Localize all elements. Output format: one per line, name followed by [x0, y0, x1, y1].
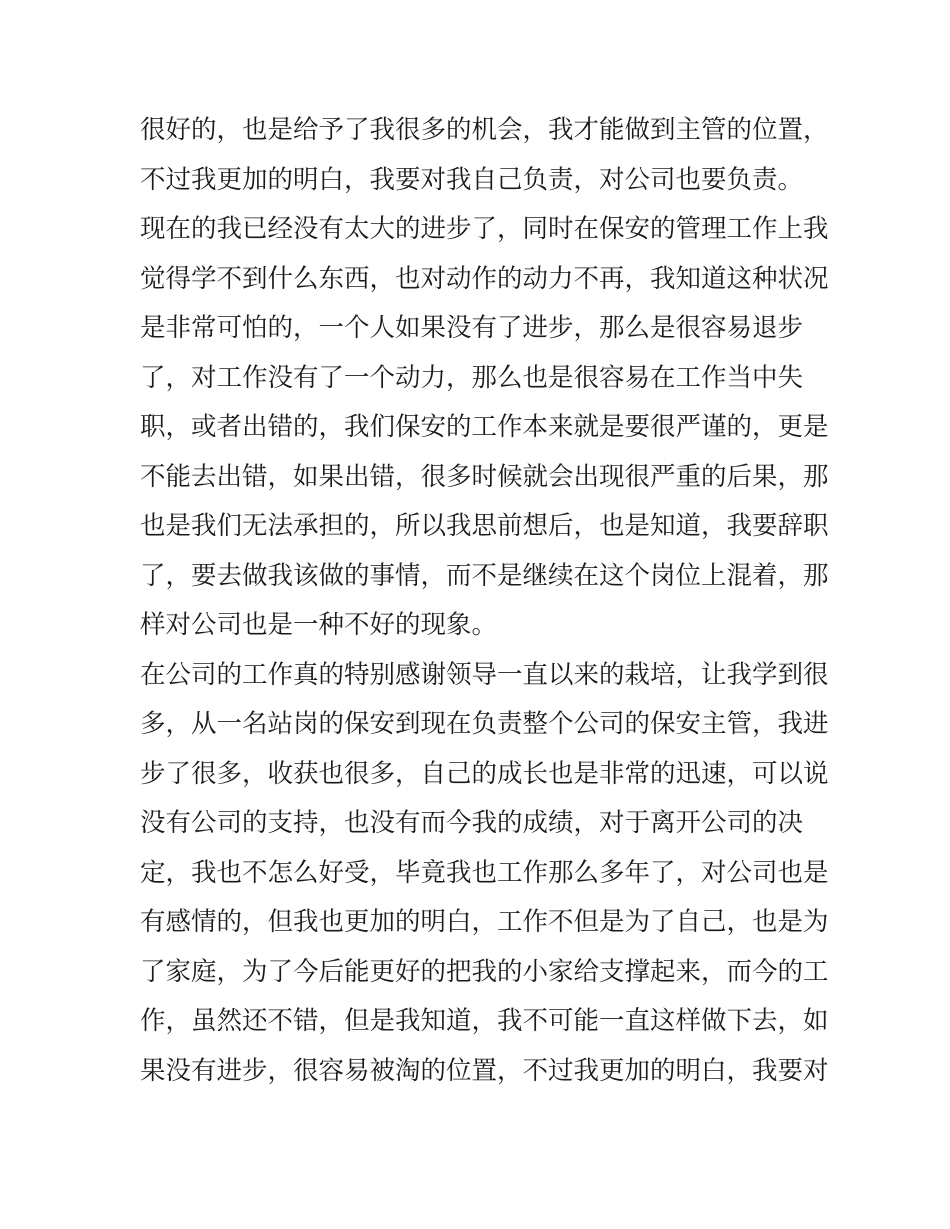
- text-line: 作，虽然还不错，但是我知道，我不可能一直这样做下去，如: [140, 1006, 829, 1036]
- text-line: 是非常可怕的，一个人如果没有了进步，那么是很容易退步: [140, 313, 804, 343]
- text-line: 多，从一名站岗的保安到现在负责整个公司的保安主管，我进: [140, 709, 829, 739]
- text-line: 果没有进步，很容易被淘的位置，不过我更加的明白，我要对: [140, 1055, 829, 1086]
- text-line: 了，对工作没有了一个动力，那么也是很容易在工作当中失: [140, 362, 804, 393]
- text-line: 有感情的，但我也更加的明白，工作不但是为了自己，也是为: [140, 907, 829, 937]
- body-text: [140, 106, 829, 1096]
- text-line: 不能去出错，如果出错，很多时候就会出现很严重的后果，那: [140, 461, 829, 492]
- text-line: 在公司的工作真的特别感谢领导一直以来的栽培，让我学到很: [140, 659, 829, 690]
- text-line: 了家庭，为了今后能更好的把我的小家给支撑起来，而今的工: [140, 956, 829, 987]
- text-line: 职，或者出错的，我们保安的工作本来就是要很严谨的，更是: [140, 412, 829, 442]
- text-line: 很好的，也是给予了我很多的机会，我才能做到主管的位置，: [140, 115, 829, 145]
- text-line: 也是我们无法承担的，所以我思前想后，也是知道，我要辞职: [140, 511, 829, 541]
- text-line: 没有公司的支持，也没有而今我的成绩，对于离开公司的决: [140, 808, 804, 838]
- text-line: 定，我也不怎么好受，毕竟我也工作那么多年了，对公司也是: [140, 857, 829, 888]
- text-line: 步了很多，收获也很多，自己的成长也是非常的迅速，可以说: [140, 758, 829, 789]
- text-line: 觉得学不到什么东西，也对动作的动力不再，我知道这种状况: [140, 263, 829, 294]
- text-line: 现在的我已经没有太大的进步了，同时在保安的管理工作上我: [140, 214, 829, 244]
- text-line: 样对公司也是一种不好的现象。: [140, 610, 498, 640]
- text-line: 不过我更加的明白，我要对我自己负责，对公司也要负责。: [140, 164, 804, 195]
- text-line: 了，要去做我该做的事情，而不是继续在这个岗位上混着，那: [140, 560, 829, 591]
